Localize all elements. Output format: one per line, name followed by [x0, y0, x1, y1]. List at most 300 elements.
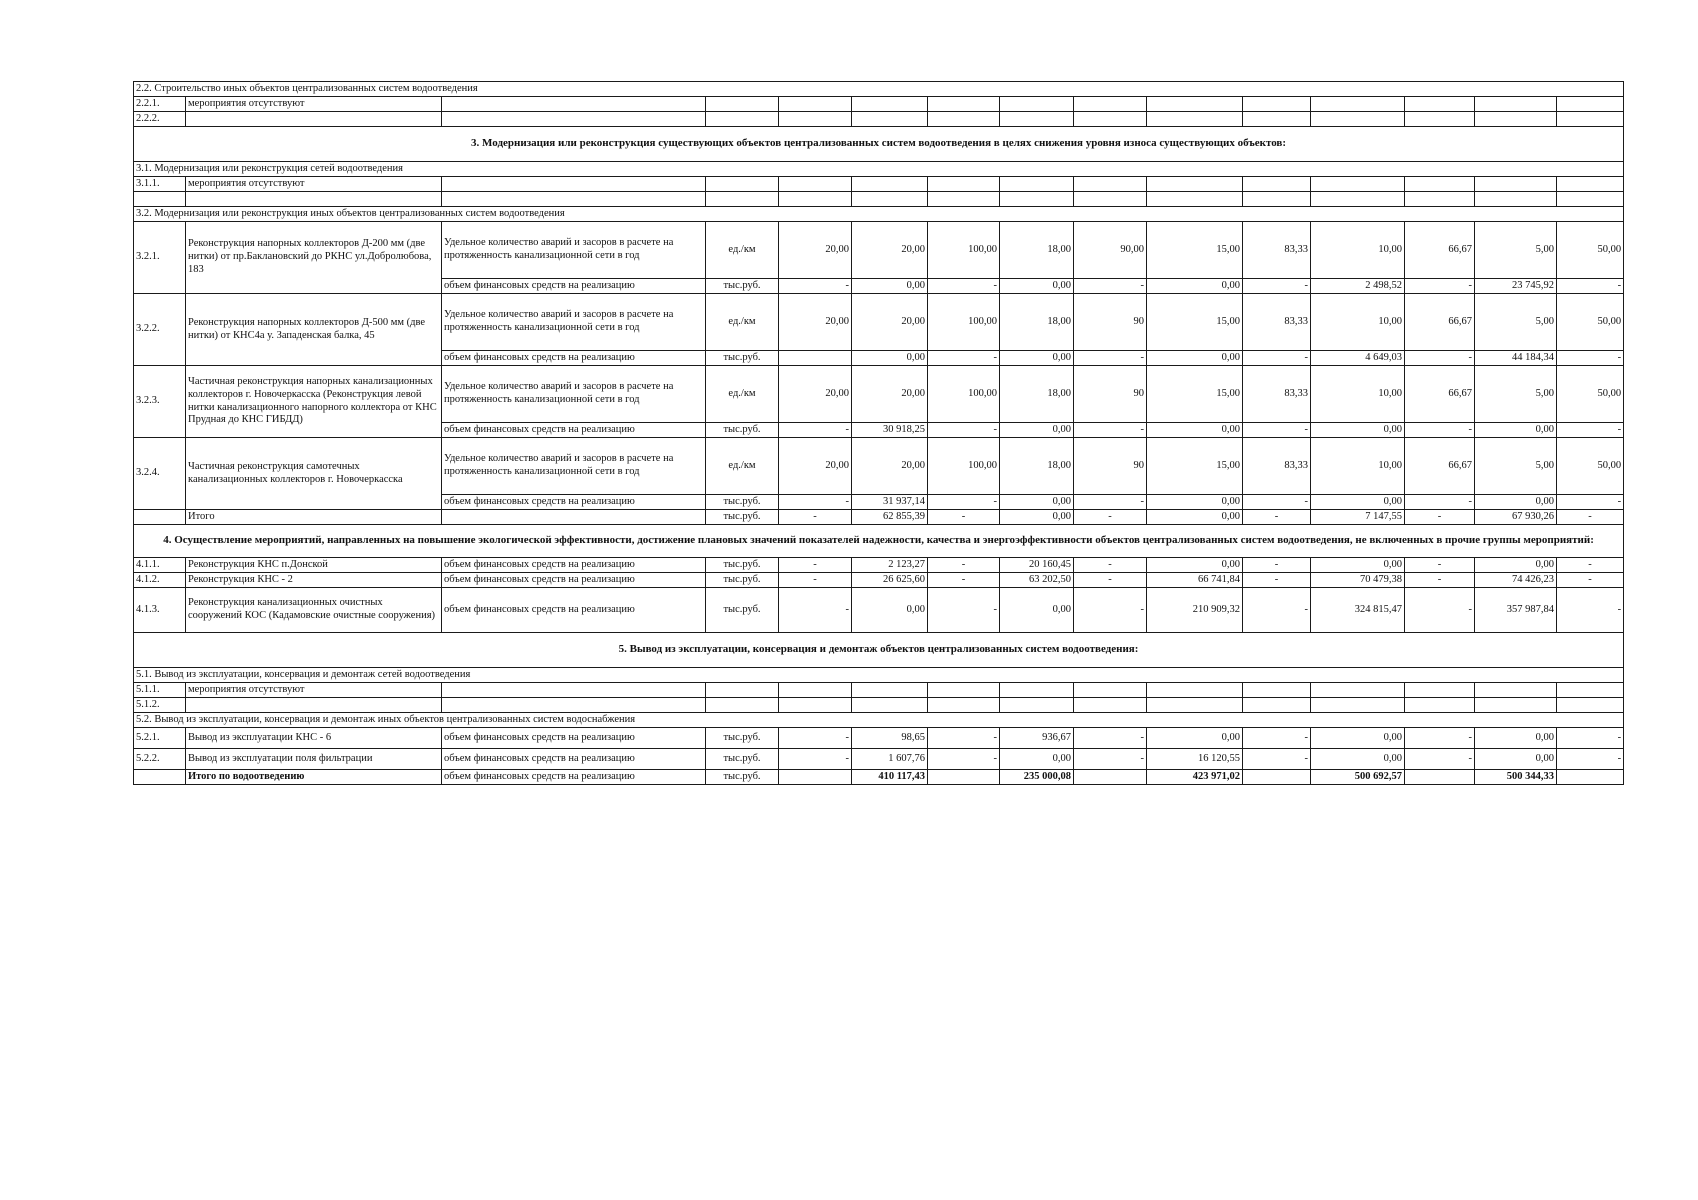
table-cell — [706, 97, 779, 112]
table-body — [134, 82, 1624, 785]
table-cell: мероприятия отсутствуют — [186, 683, 442, 698]
table-cell — [1405, 177, 1475, 192]
table-cell: - — [1074, 588, 1147, 633]
table-cell — [442, 112, 706, 127]
table-cell — [928, 683, 1000, 698]
table-cell: - — [1243, 495, 1311, 510]
table-cell — [1311, 112, 1405, 127]
table-cell: тыс.руб. — [706, 495, 779, 510]
table-cell: тыс.руб. — [706, 573, 779, 588]
table-cell — [928, 192, 1000, 207]
table-cell — [1475, 112, 1557, 127]
table-cell: ед./км — [706, 222, 779, 279]
table-cell: 31 937,14 — [852, 495, 928, 510]
table-cell: 18,00 — [1000, 294, 1074, 351]
table-cell: - — [779, 573, 852, 588]
table-cell: 20,00 — [779, 294, 852, 351]
section-title: 3.1. Модернизация или реконструкция сетей водоотведения — [134, 162, 1624, 177]
table-cell — [1405, 683, 1475, 698]
table-cell: 0,00 — [852, 351, 928, 366]
table-cell — [1000, 698, 1074, 713]
table-cell: ед./км — [706, 366, 779, 423]
table-cell — [1475, 192, 1557, 207]
table-cell: объем финансовых средств на реализацию — [442, 770, 706, 785]
table-cell — [1311, 683, 1405, 698]
table-cell: 66,67 — [1405, 294, 1475, 351]
table-cell — [928, 770, 1000, 785]
table-cell: тыс.руб. — [706, 728, 779, 749]
table-cell — [706, 112, 779, 127]
measure-name: Реконструкция напорных коллекторов Д-200 мм (две нитки) от пр.Баклановский до РКНС ул.Добролюбова, 183 — [186, 222, 442, 294]
table-cell: 63 202,50 — [1000, 573, 1074, 588]
table-cell: 83,33 — [1243, 366, 1311, 423]
table-cell: 83,33 — [1243, 294, 1311, 351]
chapter-row — [134, 633, 1624, 668]
row-number — [134, 510, 186, 525]
table-cell: - — [1557, 351, 1624, 366]
table-cell: - — [1074, 749, 1147, 770]
table-cell: 83,33 — [1243, 438, 1311, 495]
table-cell: 0,00 — [1475, 728, 1557, 749]
table-cell — [1243, 177, 1311, 192]
table-cell — [1557, 112, 1624, 127]
table-cell: 90 — [1074, 438, 1147, 495]
section-row — [134, 162, 1624, 177]
table-cell: 5,00 — [1475, 438, 1557, 495]
table-cell — [706, 177, 779, 192]
table-cell — [852, 192, 928, 207]
table-cell: 210 909,32 — [1147, 588, 1243, 633]
table-cell — [186, 192, 442, 207]
table-cell — [1000, 192, 1074, 207]
table-cell: 0,00 — [1475, 495, 1557, 510]
table-cell — [1311, 192, 1405, 207]
table-cell: Удельное количество аварий и засоров в расчете на протяженность канализационной сети в год — [442, 294, 706, 351]
chapter-title: 3. Модернизация или реконструкция существующих объектов централизованных систем водоотведения в целях снижения уровня износа существующих объектов: — [134, 127, 1624, 162]
table-cell: тыс.руб. — [706, 749, 779, 770]
table-cell — [1243, 97, 1311, 112]
table-cell — [1311, 177, 1405, 192]
table-cell: - — [1557, 279, 1624, 294]
table-cell: 0,00 — [1475, 558, 1557, 573]
table-cell: Реконструкция КНС п.Донской — [186, 558, 442, 573]
table-cell: 90 — [1074, 294, 1147, 351]
table-cell — [1405, 770, 1475, 785]
table-cell: 15,00 — [1147, 222, 1243, 279]
table-cell — [1000, 112, 1074, 127]
table-cell — [1475, 97, 1557, 112]
table-cell — [186, 698, 442, 713]
table-cell: - — [1557, 423, 1624, 438]
table-cell: объем финансовых средств на реализацию — [442, 279, 706, 294]
table-cell: 1 607,76 — [852, 749, 928, 770]
measure-name: Частичная реконструкция самотечных канализационных коллекторов г. Новочеркасска — [186, 438, 442, 510]
table-row — [134, 510, 1624, 525]
table-cell — [442, 192, 706, 207]
table-cell: объем финансовых средств на реализацию — [442, 728, 706, 749]
table-cell: Реконструкция КНС - 2 — [186, 573, 442, 588]
table-cell: 62 855,39 — [852, 510, 928, 525]
table-row — [134, 97, 1624, 112]
table-cell: 20,00 — [779, 222, 852, 279]
table-cell — [1147, 683, 1243, 698]
table-cell: 67 930,26 — [1475, 510, 1557, 525]
table-cell: - — [1557, 495, 1624, 510]
table-cell: 10,00 — [1311, 438, 1405, 495]
table-cell: 100,00 — [928, 366, 1000, 423]
section-title: 5.1. Вывод из эксплуатации, консервация и демонтаж сетей водоотведения — [134, 668, 1624, 683]
table-cell — [442, 97, 706, 112]
table-cell: 7 147,55 — [1311, 510, 1405, 525]
table-cell: 2 498,52 — [1311, 279, 1405, 294]
table-cell — [1475, 177, 1557, 192]
table-cell: 936,67 — [1000, 728, 1074, 749]
row-number: 5.1.1. — [134, 683, 186, 698]
table-cell: - — [1243, 351, 1311, 366]
table-cell: - — [1074, 279, 1147, 294]
table-cell: - — [1243, 728, 1311, 749]
table-cell: 16 120,55 — [1147, 749, 1243, 770]
table-row — [134, 749, 1624, 770]
table-cell — [1243, 698, 1311, 713]
table-cell: - — [928, 573, 1000, 588]
table-cell: - — [779, 588, 852, 633]
table-cell — [1147, 177, 1243, 192]
table-cell: 10,00 — [1311, 294, 1405, 351]
table-row — [134, 112, 1624, 127]
table-cell: - — [779, 749, 852, 770]
table-cell: 0,00 — [1147, 558, 1243, 573]
table-cell: 500 344,33 — [1475, 770, 1557, 785]
table-cell: 0,00 — [1000, 351, 1074, 366]
table-cell: 20,00 — [779, 366, 852, 423]
table-cell — [779, 192, 852, 207]
table-row — [134, 588, 1624, 633]
table-cell: 100,00 — [928, 438, 1000, 495]
row-number: 5.2.2. — [134, 749, 186, 770]
table-cell: - — [1557, 558, 1624, 573]
table-cell: - — [1405, 279, 1475, 294]
table-cell: 83,33 — [1243, 222, 1311, 279]
table-cell: - — [1243, 749, 1311, 770]
table-row — [134, 698, 1624, 713]
table-cell: объем финансовых средств на реализацию — [442, 558, 706, 573]
section-title: 5.2. Вывод из эксплуатации, консервация и демонтаж иных объектов централизованных систем водоснабжения — [134, 713, 1624, 728]
table-cell: 0,00 — [1000, 423, 1074, 438]
table-cell — [1311, 698, 1405, 713]
table-cell: Удельное количество аварий и засоров в расчете на протяженность канализационной сети в год — [442, 438, 706, 495]
table-cell — [706, 683, 779, 698]
table-cell: 0,00 — [1000, 495, 1074, 510]
row-number: 4.1.1. — [134, 558, 186, 573]
table-cell — [1243, 112, 1311, 127]
table-cell: - — [928, 423, 1000, 438]
row-number — [134, 192, 186, 207]
measure-name: Реконструкция напорных коллекторов Д-500 мм (две нитки) от КНС4а у. Западенская балка, 45 — [186, 294, 442, 366]
section-row — [134, 207, 1624, 222]
table-cell: - — [1557, 510, 1624, 525]
table-cell: Реконструкция канализационных очистных сооружений КОС (Кадамовские очистные сооружения) — [186, 588, 442, 633]
table-cell: 66,67 — [1405, 222, 1475, 279]
table-cell: 15,00 — [1147, 438, 1243, 495]
table-cell: 5,00 — [1475, 222, 1557, 279]
table-cell — [1074, 97, 1147, 112]
table-cell — [442, 698, 706, 713]
table-cell: 70 479,38 — [1311, 573, 1405, 588]
row-number: 4.1.3. — [134, 588, 186, 633]
table-cell: тыс.руб. — [706, 770, 779, 785]
table-cell: Удельное количество аварий и засоров в расчете на протяженность канализационной сети в год — [442, 366, 706, 423]
table-cell: ед./км — [706, 438, 779, 495]
table-cell — [852, 112, 928, 127]
table-cell: - — [1557, 573, 1624, 588]
table-cell: Итого по водоотведению — [186, 770, 442, 785]
table-row — [134, 558, 1624, 573]
row-number: 5.1.2. — [134, 698, 186, 713]
table-cell: - — [928, 279, 1000, 294]
measure-number: 3.2.3. — [134, 366, 186, 438]
section-row — [134, 668, 1624, 683]
measure-number: 3.2.2. — [134, 294, 186, 366]
table-cell: 235 000,08 — [1000, 770, 1074, 785]
measure-row — [134, 366, 1624, 423]
table-cell: 410 117,43 — [852, 770, 928, 785]
table-cell: - — [1557, 749, 1624, 770]
table-cell: 18,00 — [1000, 438, 1074, 495]
table-cell: 0,00 — [1147, 495, 1243, 510]
table-cell: - — [779, 510, 852, 525]
table-cell: - — [928, 351, 1000, 366]
table-cell: - — [1243, 423, 1311, 438]
table-cell: 0,00 — [1475, 749, 1557, 770]
table-cell: 0,00 — [1147, 728, 1243, 749]
table-cell: 4 649,03 — [1311, 351, 1405, 366]
table-cell: 0,00 — [1147, 351, 1243, 366]
table-cell — [1557, 177, 1624, 192]
table-cell: - — [928, 510, 1000, 525]
table-cell: ед./км — [706, 294, 779, 351]
table-cell: 2 123,27 — [852, 558, 928, 573]
table-cell: - — [779, 423, 852, 438]
table-cell: 0,00 — [1147, 279, 1243, 294]
table-cell: 90 — [1074, 366, 1147, 423]
table-cell: тыс.руб. — [706, 558, 779, 573]
table-cell — [779, 698, 852, 713]
table-cell: - — [1243, 558, 1311, 573]
table-cell: - — [1557, 588, 1624, 633]
table-cell: тыс.руб. — [706, 279, 779, 294]
table-cell — [1147, 112, 1243, 127]
table-row — [134, 683, 1624, 698]
table-cell: 10,00 — [1311, 222, 1405, 279]
table-cell: объем финансовых средств на реализацию — [442, 573, 706, 588]
section-row — [134, 82, 1624, 97]
table-cell — [1147, 698, 1243, 713]
table-cell: 23 745,92 — [1475, 279, 1557, 294]
table-cell: 50,00 — [1557, 222, 1624, 279]
table-cell: тыс.руб. — [706, 510, 779, 525]
table-cell: - — [1557, 728, 1624, 749]
table-cell — [779, 177, 852, 192]
table-cell — [706, 192, 779, 207]
table-cell: - — [1243, 573, 1311, 588]
table-cell: 26 625,60 — [852, 573, 928, 588]
chapter-title: 5. Вывод из эксплуатации, консервация и демонтаж объектов централизованных систем водоотведения: — [134, 633, 1624, 668]
table-cell: 74 426,23 — [1475, 573, 1557, 588]
measure-number: 3.2.4. — [134, 438, 186, 510]
section-title: 2.2. Строительство иных объектов централизованных систем водоотведения — [134, 82, 1624, 97]
table-cell: тыс.руб. — [706, 351, 779, 366]
chapter-row — [134, 525, 1624, 558]
table-cell: 0,00 — [1311, 749, 1405, 770]
table-cell: объем финансовых средств на реализацию — [442, 423, 706, 438]
table-cell: 20,00 — [779, 438, 852, 495]
table-cell: 98,65 — [852, 728, 928, 749]
table-cell: 18,00 — [1000, 366, 1074, 423]
table-cell: 0,00 — [1475, 423, 1557, 438]
table-cell — [1074, 177, 1147, 192]
table-cell: 66,67 — [1405, 438, 1475, 495]
table-cell: 0,00 — [1000, 588, 1074, 633]
table-cell: 5,00 — [1475, 366, 1557, 423]
table-cell: 15,00 — [1147, 366, 1243, 423]
table-cell: 0,00 — [852, 588, 928, 633]
table-cell — [1311, 97, 1405, 112]
chapter-row — [134, 127, 1624, 162]
table-cell: Вывод из эксплуатации поля фильтрации — [186, 749, 442, 770]
table-cell: - — [928, 495, 1000, 510]
measure-row — [134, 222, 1624, 279]
table-cell — [779, 97, 852, 112]
table-cell: мероприятия отсутствуют — [186, 97, 442, 112]
table-cell — [1405, 112, 1475, 127]
table-cell — [442, 510, 706, 525]
table-cell — [1243, 770, 1311, 785]
row-number: 5.2.1. — [134, 728, 186, 749]
table-cell — [442, 177, 706, 192]
table-cell — [928, 177, 1000, 192]
table-cell: 20,00 — [852, 294, 928, 351]
table-cell: 20,00 — [852, 438, 928, 495]
section-title: 3.2. Модернизация или реконструкция иных объектов централизованных систем водоотведения — [134, 207, 1624, 222]
table-cell: объем финансовых средств на реализацию — [442, 588, 706, 633]
table-cell: 50,00 — [1557, 294, 1624, 351]
row-number: 2.2.2. — [134, 112, 186, 127]
table-cell: - — [1074, 423, 1147, 438]
table-cell: 20,00 — [852, 222, 928, 279]
table-cell — [852, 683, 928, 698]
table-cell: 18,00 — [1000, 222, 1074, 279]
table-cell: объем финансовых средств на реализацию — [442, 495, 706, 510]
table-cell: 0,00 — [852, 279, 928, 294]
table-cell: 0,00 — [1147, 510, 1243, 525]
table-cell: - — [1405, 423, 1475, 438]
row-number: 3.1.1. — [134, 177, 186, 192]
table-cell — [852, 698, 928, 713]
table-cell: - — [1405, 558, 1475, 573]
table-cell: мероприятия отсутствуют — [186, 177, 442, 192]
table-cell: - — [1405, 351, 1475, 366]
table-cell: 357 987,84 — [1475, 588, 1557, 633]
table-cell — [1557, 683, 1624, 698]
table-cell: - — [1405, 749, 1475, 770]
table-cell: - — [928, 749, 1000, 770]
table-cell: - — [779, 728, 852, 749]
table-row — [134, 192, 1624, 207]
table-cell: 500 692,57 — [1311, 770, 1405, 785]
table-cell — [928, 698, 1000, 713]
table-cell — [1074, 112, 1147, 127]
table-cell: 0,00 — [1000, 749, 1074, 770]
section-row — [134, 713, 1624, 728]
grand-total-row — [134, 770, 1624, 785]
table-cell — [1074, 683, 1147, 698]
table-cell: - — [1074, 495, 1147, 510]
row-number — [134, 770, 186, 785]
table-cell — [1147, 97, 1243, 112]
table-cell: - — [779, 495, 852, 510]
table-cell — [779, 112, 852, 127]
table-cell: 30 918,25 — [852, 423, 928, 438]
measure-name: Частичная реконструкция напорных канализационных коллекторов г. Новочеркасска (Реконструкция левой нитки канализационного напорного коллектора от КНС Прудная до КНС ГИБДД) — [186, 366, 442, 438]
table-cell — [1074, 770, 1147, 785]
table-cell — [1147, 192, 1243, 207]
table-cell: 20,00 — [852, 366, 928, 423]
table-cell — [779, 351, 852, 366]
table-cell: - — [1074, 728, 1147, 749]
table-cell: - — [1405, 588, 1475, 633]
table-cell: - — [1074, 558, 1147, 573]
table-cell — [1557, 770, 1624, 785]
table-cell — [1557, 698, 1624, 713]
table-cell: 324 815,47 — [1311, 588, 1405, 633]
table-cell: - — [1243, 588, 1311, 633]
table-cell — [1405, 698, 1475, 713]
table-cell: - — [1243, 510, 1311, 525]
row-number: 4.1.2. — [134, 573, 186, 588]
table-cell: 5,00 — [1475, 294, 1557, 351]
row-number: 2.2.1. — [134, 97, 186, 112]
table-cell: Итого — [186, 510, 442, 525]
table-cell — [1000, 683, 1074, 698]
table-cell — [1243, 683, 1311, 698]
table-cell — [442, 683, 706, 698]
measure-row — [134, 438, 1624, 495]
table-cell: - — [1405, 495, 1475, 510]
table-cell: 50,00 — [1557, 438, 1624, 495]
table-cell: Удельное количество аварий и засоров в расчете на протяженность канализационной сети в год — [442, 222, 706, 279]
table-cell — [1000, 97, 1074, 112]
table-cell — [1405, 192, 1475, 207]
table-cell — [779, 770, 852, 785]
table-cell: - — [1405, 728, 1475, 749]
table-cell: - — [1405, 510, 1475, 525]
table-cell: тыс.руб. — [706, 588, 779, 633]
table-cell: объем финансовых средств на реализацию — [442, 749, 706, 770]
table-row — [134, 573, 1624, 588]
table-cell: - — [928, 558, 1000, 573]
table-cell: - — [779, 279, 852, 294]
table-cell: 100,00 — [928, 222, 1000, 279]
table-cell: - — [1405, 573, 1475, 588]
table-cell: 0,00 — [1311, 423, 1405, 438]
chapter-title: 4. Осуществление мероприятий, направленных на повышение экологической эффективности, достижение плановых значений показателей надежности, качества и энергоэффективности объектов централизованных систем водоотведения, не включенных в прочие группы мероприятий: — [134, 525, 1624, 558]
table-cell — [186, 112, 442, 127]
table-cell: 44 184,34 — [1475, 351, 1557, 366]
table-cell: - — [779, 558, 852, 573]
investment-program-table — [133, 81, 1624, 785]
table-cell: 0,00 — [1311, 558, 1405, 573]
